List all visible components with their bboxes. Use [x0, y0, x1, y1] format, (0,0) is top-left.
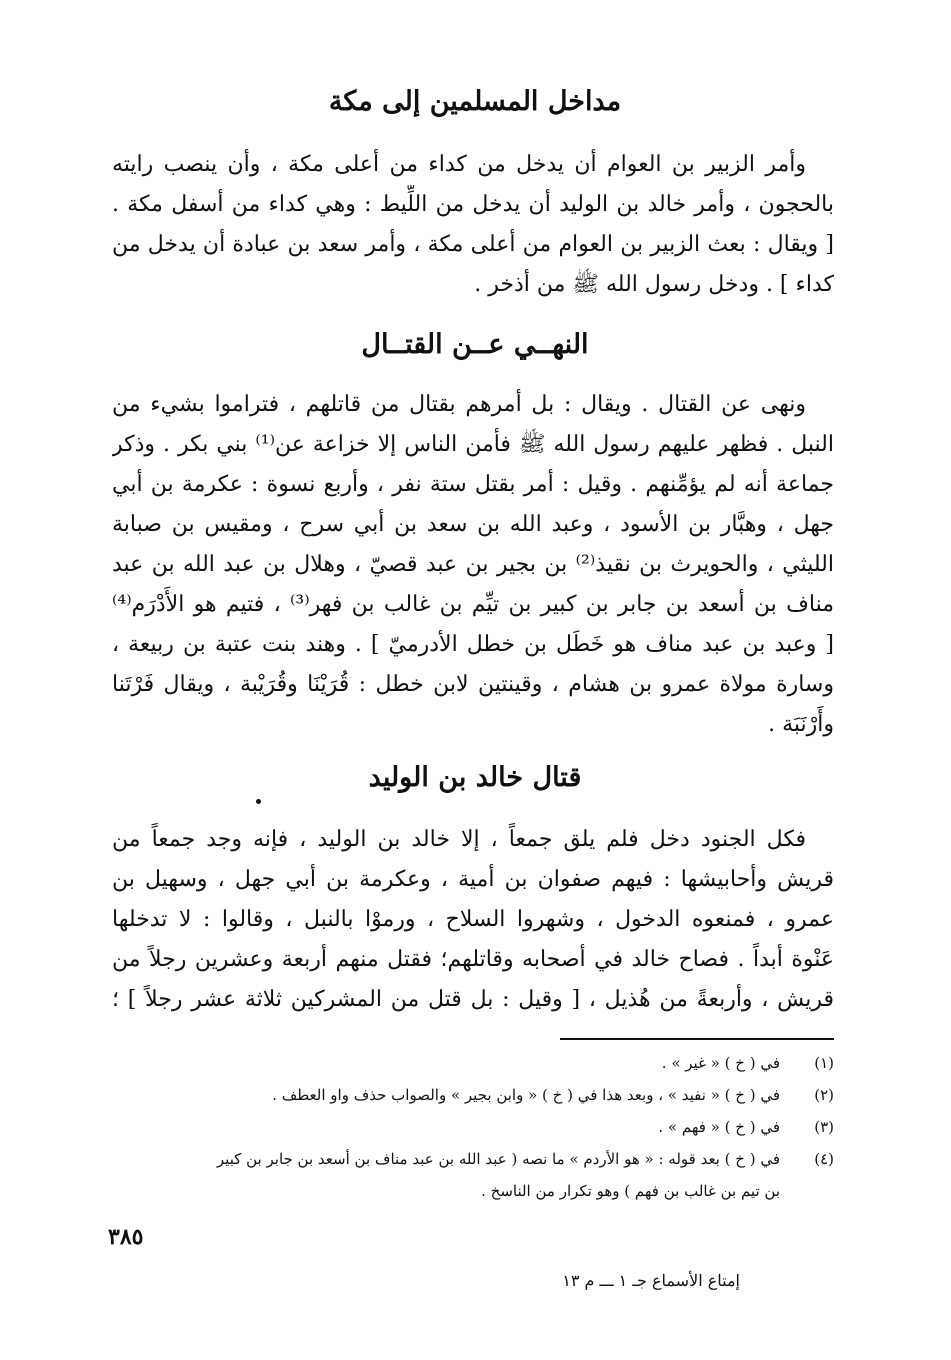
text-line: فكل الجنود دخل فلم يلق جمعاً ، إلا خالد بن الوليد ، فإنه وجد جمعاً من: [112, 827, 806, 852]
footnote-text: في ( خ ) « فهم » .: [658, 1118, 780, 1136]
footnote-text: في ( خ ) بعد قوله : « هو الأردم » ما نصه ( عبد الله بن عبد مناف بن أسعد بن جابر بن كبير: [216, 1150, 780, 1168]
footnote-text: في ( خ ) « غير » .: [661, 1054, 780, 1072]
printer-signature: إمتاع الأسماع جـ ١ ـــ م ١٣: [562, 1271, 740, 1290]
page-number: ٣٨٥: [108, 1224, 144, 1250]
footnote-number: (١): [814, 1054, 834, 1072]
footnote-rule: [560, 1038, 834, 1040]
text-line: جماعة أنه لم يؤمِّنهم . وقيل : أمر بقتل ستة نفر ، وأربع نسوة : عكرمة بن أبي: [112, 472, 834, 497]
text-line: مناف بن أسعد بن جابر بن كبير بن تيِّم بن غالب بن فهر⁽³⁾ ، فتيم هو الأَدْرَم⁽⁴⁾: [112, 592, 834, 617]
section-heading: النهــي عــن القتــال: [361, 329, 589, 360]
section-heading: قتال خالد بن الوليد: [368, 762, 582, 793]
footnote-text: بن تيم بن غالب بن فهم ) وهو تكرار من الناسخ .: [481, 1182, 780, 1200]
text-line: وسارة مولاة عمرو بن هشام ، وقينتين لابن خطل : قُرَيْنَا وقُرَيْبة ، ويقال فَرْتَنا: [112, 672, 834, 697]
text-line: عَنْوة أبداً . فصاح خالد في أصحابه وقاتلهم؛ فقتل منهم أربعة وعشرين رجلاً من: [112, 947, 834, 972]
footnote-number: (٢): [814, 1086, 834, 1104]
text-line: جهل ، وهبَّار بن الأسود ، وعبد الله بن سعد بن أبي سرح ، ومقيس بن صبابة: [112, 512, 834, 537]
text-line: قريش ، وأربعةً من هُذيل ، [ وقيل : بل قتل من المشركين ثلاثة عشر رجلاً ] ؛: [112, 987, 834, 1012]
text-line: قريش وأحابيشها : فيهم صفوان بن أمية ، وعكرمة بن أبي جهل ، وسهيل بن: [112, 867, 834, 892]
footnote-text: في ( خ ) « نفيد » ، وبعد هذا في ( خ ) « وابن بجير » والصواب حذف واو العطف .: [272, 1086, 780, 1104]
text-line: الليثي ، والحويرث بن نقيذ⁽²⁾ بن بجير بن عبد قصيّ ، وهلال بن عبد الله بن عبد: [112, 552, 834, 577]
text-line: وأَرْنَبَة .: [768, 712, 834, 737]
text-line: عمرو ، فمنعوه الدخول ، وشهروا السلاح ، ورموْا بالنبل ، وقالوا : لا تدخلها: [112, 907, 834, 932]
stray-dot: [256, 799, 261, 804]
text-line: [ وعبد بن عبد مناف هو خَطَل بن خطل الأدرميّ ] . وهند بنت عتبة بن ربيعة ،: [112, 632, 834, 657]
text-line: النبل . فظهر عليهم رسول الله ﷺ فأمن الناس إلا خزاعة عن⁽¹⁾ بني بكر . وذكر: [112, 432, 834, 457]
text-line: ونهى عن القتال . ويقال : بل أمرهم بقتال من قاتلهم ، فتراموا بشيء من: [112, 392, 806, 417]
text-line: [ ويقال : بعث الزبير بن العوام من أعلى مكة ، وأمر سعد بن عبادة أن يدخل من: [112, 232, 834, 257]
text-line: كداء ] . ودخل رسول الله ﷺ من أذخر .: [474, 272, 834, 297]
section-heading: مداخل المسلمين إلى مكة: [328, 86, 622, 117]
text-line: وأمر الزبير بن العوام أن يدخل من كداء من أعلى مكة ، وأن ينصب رايته: [112, 152, 806, 177]
footnote-number: (٣): [814, 1118, 834, 1136]
text-line: بالحجون ، وأمر خالد بن الوليد أن يدخل من اللِّيط : وهي كداء من أسفل مكة .: [112, 192, 834, 217]
footnote-number: (٤): [814, 1150, 834, 1168]
